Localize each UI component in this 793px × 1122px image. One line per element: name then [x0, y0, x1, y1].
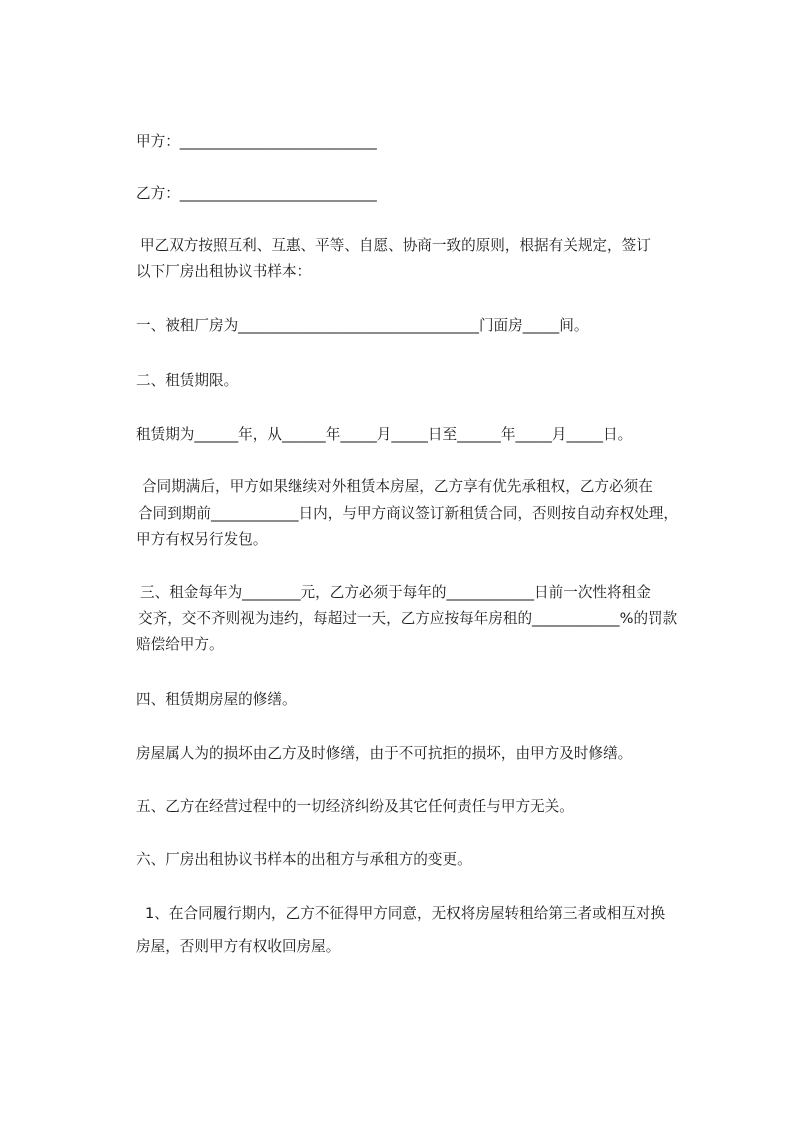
clause-1: 一、被租厂房为_________________________________门面房_____间。: [136, 317, 589, 334]
clause-6-heading: 六、厂房出租协议书样本的出租方与承租方的变更。: [136, 851, 472, 868]
intro-paragraph-line-1: 甲乙双方按照互利、互惠、平等、自愿、协商一致的原则，根据有关规定，签订: [140, 237, 651, 254]
intro-paragraph-line-2: 以下厂房出租协议书样本：: [136, 263, 312, 280]
lease-term-line: 租赁期为______年，从______年_____月_____日至______年_____月_____日。: [136, 426, 633, 443]
subclause-1-line-1: 1、在合同履行期内，乙方不征得甲方同意，无权将房屋转租给第三者或相互对换: [145, 905, 666, 922]
repair-responsibility-line: 房屋属人为的损坏由乙方及时修缮，由于不可抗拒的损坏，由甲方及时修缮。: [136, 745, 633, 762]
party-b-line: 乙方：___________________________: [136, 185, 377, 202]
renewal-paragraph-line-3: 甲方有权另行发包。: [136, 531, 268, 548]
rent-clause-line-3: 赔偿给甲方。: [136, 636, 224, 653]
rent-clause-line-1: 三、租金每年为________元，乙方必须于每年的____________日前一次性将租金: [140, 584, 651, 601]
clause-5: 五、乙方在经营过程中的一切经济纠纷及其它任何责任与甲方无关。: [136, 798, 574, 815]
subclause-1-line-2: 房屋，否则甲方有权收回房屋。: [136, 938, 341, 955]
renewal-paragraph-line-2: 合同到期前____________日内，与甲方商议签订新租赁合同，否则按自动弃权处理，: [138, 505, 678, 522]
clause-4-heading: 四、租赁期房屋的修缮。: [136, 691, 297, 708]
party-a-line: 甲方：___________________________: [136, 133, 377, 150]
rent-clause-line-2: 交齐，交不齐则视为违约，每超过一天，乙方应按每年房租的____________%的罚款: [138, 610, 678, 627]
clause-2-heading: 二、租赁期限。: [136, 372, 239, 389]
renewal-paragraph-line-1: 合同期满后，甲方如果继续对外租赁本房屋，乙方享有优先承租权，乙方必须在: [142, 478, 653, 495]
